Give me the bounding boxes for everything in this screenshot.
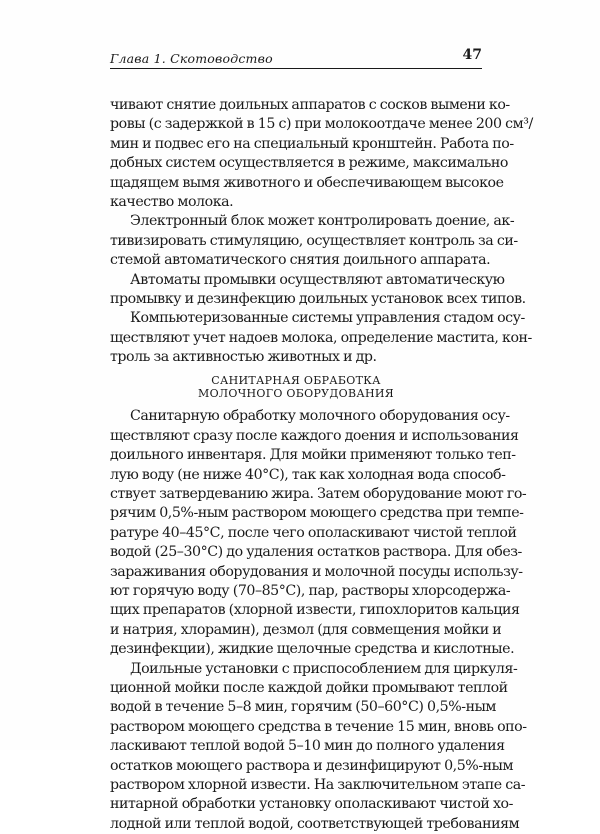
text-line: водой в течение 5–8 мин, горячим (50–60°С) 0,5%-ным bbox=[110, 699, 497, 716]
paragraph-washing-automats bbox=[110, 271, 526, 310]
text-line: мин и подвес его на специальный кронштейн. Работа по- bbox=[110, 135, 514, 152]
text-line: водой (25–30°С) до удаления остатков раствора. Для обез- bbox=[110, 544, 522, 561]
text-line: ратуре 40–45°С, после чего ополаскивают чистой теплой bbox=[110, 524, 517, 541]
paragraph-herd-management bbox=[110, 309, 532, 367]
text-line: Доильные установки с приспособлением для циркуля- bbox=[130, 660, 518, 677]
text-line: ют горячую воду (70–85°С), пар, растворы хлорсодержа- bbox=[110, 582, 511, 599]
text-line: раствором хлорной извести. На заключительном этапе са- bbox=[110, 776, 526, 793]
paragraph-circulation-washing bbox=[110, 660, 527, 834]
section-heading bbox=[110, 374, 482, 400]
text-line: Автоматы промывки осуществляют автоматическую bbox=[130, 271, 505, 288]
text-line: рячим 0,5%-ным раствором моющего средства при темпе- bbox=[110, 505, 524, 522]
text-line: добных систем осуществляется в режиме, максимально bbox=[110, 155, 508, 172]
text-line: щадящем вымя животного и обеспечивающем высокое bbox=[110, 174, 504, 191]
text-line: чивают снятие доильных аппаратов с сосков вымени ко- bbox=[110, 97, 510, 113]
text-line: лую воду (не ниже 40°С), так как холодная вода способ- bbox=[110, 466, 506, 483]
text-line: ровы (с задержкой в 15 с) при молокоотдаче менее 200 см³/ bbox=[110, 116, 533, 133]
header-rule bbox=[110, 68, 482, 69]
text-line: ционной мойки после каждой дойки промывают теплой bbox=[110, 679, 508, 696]
text-line: Санитарную обработку молочного оборудования осу- bbox=[130, 408, 510, 425]
section-heading-line-1: САНИТАРНАЯ ОБРАБОТКА bbox=[211, 374, 381, 388]
text-line: тивизировать стимуляцию, осуществляет контроль за си- bbox=[110, 232, 518, 249]
text-line: троль за активностью животных и др. bbox=[110, 349, 377, 366]
paragraph-milking-automation bbox=[110, 96, 533, 212]
text-line: зараживания оборудования и молочной посуды использу- bbox=[110, 563, 523, 580]
text-line: нитарной обработки установку ополаскивают чистой хо- bbox=[110, 796, 513, 813]
paragraph-electronic-unit bbox=[110, 212, 518, 270]
text-line: дезинфекции), жидкие щелочные средства и кислотные. bbox=[110, 641, 515, 658]
text-line: ществляют сразу после каждого доения и использования bbox=[110, 427, 519, 444]
section-heading-line-2: МОЛОЧНОГО ОБОРУДОВАНИЯ bbox=[198, 387, 394, 401]
running-head bbox=[110, 47, 482, 69]
chapter-title: Глава 1. Скотоводство bbox=[110, 51, 273, 66]
body-text bbox=[110, 96, 533, 834]
text-line: Электронный блок может контролировать доение, ак- bbox=[130, 213, 515, 230]
text-line: лодной или теплой водой, соответствующей требованиям bbox=[110, 815, 520, 832]
text-line: ласкивают теплой водой 5–10 мин до полного удаления bbox=[110, 738, 505, 755]
text-line: остатков моющего раствора и дезинфицируют 0,5%-ным bbox=[110, 757, 514, 774]
text-line: ствует затвердеванию жира. Затем оборудование моют го- bbox=[110, 486, 527, 503]
text-line: раствором моющего средства в течение 15 мин, вновь опо- bbox=[110, 718, 527, 735]
text-line: промывку и дезинфекцию доильных установок всех типов. bbox=[110, 290, 526, 307]
text-line: стемой автоматического снятия доильного аппарата. bbox=[110, 252, 491, 269]
text-line: щих препаратов (хлорной извести, гипохлоритов кальция bbox=[110, 602, 520, 619]
paragraph-sanitary-treatment bbox=[110, 407, 527, 659]
text-line: качество молока. bbox=[110, 193, 234, 210]
page-number: 47 bbox=[462, 47, 482, 63]
text-line: Компьютеризованные системы управления стадом осу- bbox=[130, 310, 525, 327]
text-line: ществляют учет надоев молока, определение мастита, кон- bbox=[110, 329, 532, 346]
text-line: и натрия, хлорамин), дезмол (для совмещения мойки и bbox=[110, 621, 502, 638]
text-line: доильного инвентаря. Для мойки применяют только теп- bbox=[110, 447, 516, 464]
